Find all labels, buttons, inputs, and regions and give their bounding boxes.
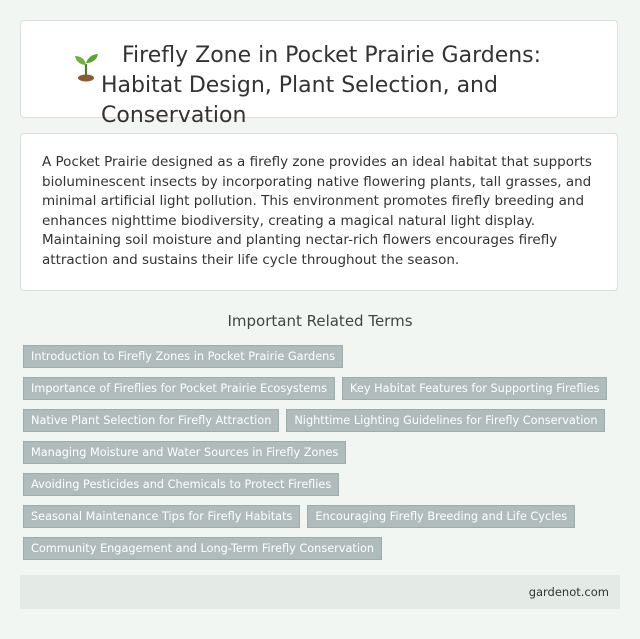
intro-paragraph: A Pocket Prairie designed as a firefly zone provides an ideal habitat that supports bioluminescent insects by incorporating native flowering plants, tall grasses, and minimal artificial light pollution. This environment promotes firefly breeding and enhances nighttime biodiversity, creating a magical natural light display. Maintaining soil moisture and planting nectar-rich flowers encourages firefly attraction and sustains their life cycle throughout the season. [42,154,592,268]
related-term-tag[interactable]: Nighttime Lighting Guidelines for Firefly Conservation [286,409,605,432]
related-term-tag[interactable]: Importance of Fireflies for Pocket Prairie Ecosystems [23,377,335,400]
related-term-tag[interactable]: Managing Moisture and Water Sources in Firefly Zones [23,441,346,464]
footer-site-link[interactable]: gardenot.com [528,585,609,599]
footer [20,575,620,609]
related-term-tag[interactable]: Native Plant Selection for Firefly Attraction [23,409,279,432]
related-terms-heading: Important Related Terms [227,312,413,330]
sprout-icon [71,48,101,82]
related-term-tag[interactable]: Introduction to Firefly Zones in Pocket Prairie Gardens [23,345,343,368]
related-term-tag[interactable]: Encouraging Firefly Breeding and Life Cycles [307,505,575,528]
related-term-tag[interactable]: Key Habitat Features for Supporting Fireflies [342,377,607,400]
page-title: Firefly Zone in Pocket Prairie Gardens: Habitat Design, Plant Selection, and Conservation [101,43,542,128]
title-card [20,20,618,128]
related-terms-list [23,345,623,560]
related-term-tag[interactable]: Avoiding Pesticides and Chemicals to Protect Fireflies [23,473,339,496]
related-term-tag[interactable]: Seasonal Maintenance Tips for Firefly Habitats [23,505,300,528]
intro-card [20,133,618,291]
related-term-tag[interactable]: Community Engagement and Long-Term Firefly Conservation [23,537,382,560]
